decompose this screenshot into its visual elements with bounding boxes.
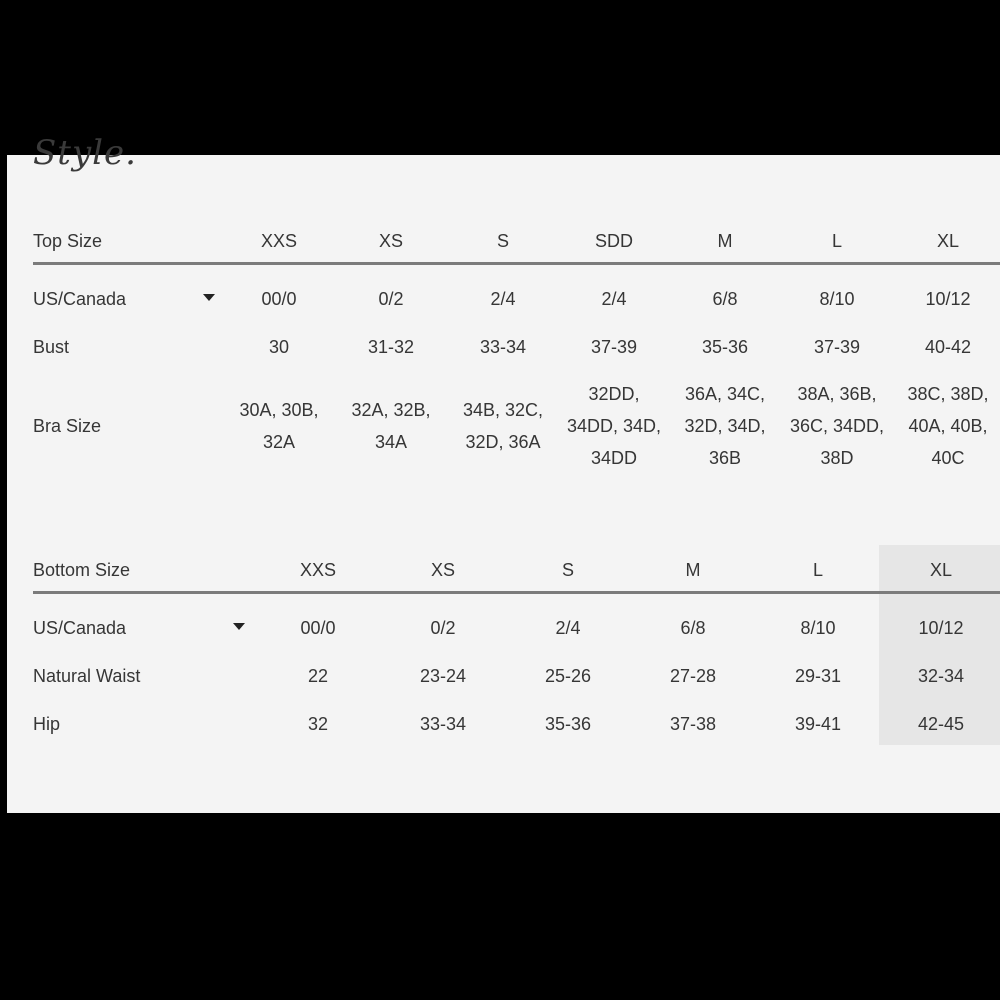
bra-size-cell-line: 34A xyxy=(374,432,408,452)
bra-size-cell-line: 38A, 36B, xyxy=(797,384,877,404)
bust-cell: 33-34 xyxy=(479,337,527,357)
bra-size-cell-line: 38D xyxy=(820,448,854,468)
natural-waist-cell: 23-24 xyxy=(419,666,467,686)
hip-cell: 42-45 xyxy=(917,714,965,734)
top-size-header-label: Top Size xyxy=(33,231,103,251)
bust-cell: 31-32 xyxy=(367,337,415,357)
natural-waist-cell: 25-26 xyxy=(544,666,592,686)
size-column-header: XS xyxy=(430,560,456,580)
size-column-header: XXS xyxy=(299,560,337,580)
bra-size-cell-line: 32A, 32B, xyxy=(351,400,431,420)
region-size-cell: 2/4 xyxy=(490,289,516,309)
bust-cell: 30 xyxy=(268,337,290,357)
size-column-header: XS xyxy=(378,231,404,251)
partial-heading: Style. xyxy=(33,133,137,173)
bra-size-cell-line: 32A xyxy=(262,432,296,452)
caret-down-icon[interactable] xyxy=(203,294,215,301)
bra-size-cell-line: 32D, 34D, xyxy=(684,416,766,436)
region-size-cell: 00/0 xyxy=(300,618,336,638)
bottom-header-divider xyxy=(33,591,1000,594)
hip-cell: 32 xyxy=(307,714,329,734)
natural-waist-cell: 29-31 xyxy=(794,666,842,686)
bra-size-cell-line: 34DD, 34D, xyxy=(566,416,662,436)
bra-size-label: Bra Size xyxy=(33,416,102,436)
bust-cell: 35-36 xyxy=(701,337,749,357)
bra-size-cell-line: 32DD, xyxy=(588,384,640,404)
hip-cell: 35-36 xyxy=(544,714,592,734)
size-column-header: L xyxy=(831,231,843,251)
hip-label: Hip xyxy=(33,714,61,734)
caret-down-icon[interactable] xyxy=(233,623,245,630)
bust-cell: 40-42 xyxy=(924,337,972,357)
size-column-header: XL xyxy=(929,560,953,580)
region-size-cell: 0/2 xyxy=(378,289,404,309)
bust-cell: 37-39 xyxy=(590,337,638,357)
top-region-select[interactable]: US/Canada xyxy=(33,289,127,309)
bra-size-cell-line: 32D, 36A xyxy=(465,432,541,452)
hip-cell: 39-41 xyxy=(794,714,842,734)
region-size-cell: 0/2 xyxy=(430,618,456,638)
bottom-region-select[interactable]: US/Canada xyxy=(33,618,127,638)
hip-cell: 37-38 xyxy=(669,714,717,734)
natural-waist-label: Natural Waist xyxy=(33,666,141,686)
bra-size-cell-line: 34DD xyxy=(590,448,638,468)
natural-waist-cell: 32-34 xyxy=(917,666,965,686)
size-column-header: S xyxy=(561,560,575,580)
size-column-header: XXS xyxy=(260,231,298,251)
region-size-cell: 8/10 xyxy=(800,618,836,638)
region-size-cell: 6/8 xyxy=(680,618,706,638)
bra-size-cell-line: 36A, 34C, xyxy=(684,384,766,404)
bra-size-cell-line: 36C, 34DD, xyxy=(789,416,885,436)
bra-size-cell-line: 40A, 40B, xyxy=(908,416,988,436)
region-size-cell: 10/12 xyxy=(925,289,971,309)
bra-size-cell-line: 36B xyxy=(708,448,742,468)
hip-cell: 33-34 xyxy=(419,714,467,734)
bra-size-cell-line: 38C, 38D, xyxy=(907,384,989,404)
size-column-header: S xyxy=(496,231,510,251)
region-size-cell: 6/8 xyxy=(712,289,738,309)
bra-size-cell-line: 30A, 30B, xyxy=(239,400,319,420)
size-column-header: XL xyxy=(936,231,960,251)
size-column-header: SDD xyxy=(594,231,634,251)
region-size-cell: 10/12 xyxy=(918,618,964,638)
top-header-divider xyxy=(33,262,1000,265)
region-size-cell: 8/10 xyxy=(819,289,855,309)
bust-cell: 37-39 xyxy=(813,337,861,357)
region-size-cell: 00/0 xyxy=(261,289,297,309)
bra-size-cell-line: 34B, 32C, xyxy=(462,400,544,420)
region-size-cell: 2/4 xyxy=(555,618,581,638)
size-column-header: M xyxy=(717,231,733,251)
bust-label: Bust xyxy=(33,337,70,357)
size-column-header: M xyxy=(685,560,701,580)
natural-waist-cell: 27-28 xyxy=(669,666,717,686)
bra-size-cell-line: 40C xyxy=(931,448,965,468)
bottom-size-header-label: Bottom Size xyxy=(33,560,131,580)
size-chart-panel xyxy=(7,133,1000,813)
size-column-header: L xyxy=(812,560,824,580)
region-size-cell: 2/4 xyxy=(601,289,627,309)
natural-waist-cell: 22 xyxy=(307,666,329,686)
